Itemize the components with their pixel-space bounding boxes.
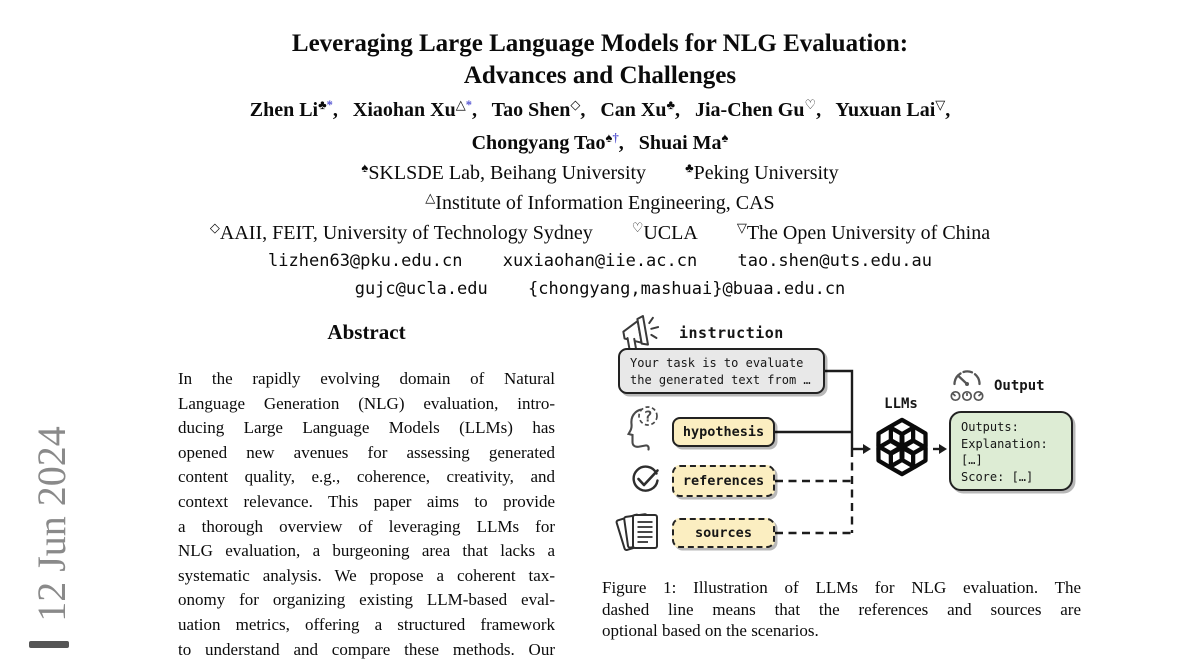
email-address: lizhen63@pku.edu.cn	[268, 251, 463, 271]
paper-title-line1: Leveraging Large Language Models for NLG Evaluation:	[291, 30, 909, 57]
figure-caption	[602, 577, 1081, 642]
author: Xiaohan Xu△*,	[352, 97, 477, 121]
affiliation-symbol: ♠	[605, 130, 613, 145]
email-line-2	[0, 279, 1200, 299]
affiliation-line-1	[0, 162, 1200, 185]
footnote-mark: *	[326, 98, 333, 112]
author: Tao Shen◇,	[491, 97, 586, 121]
author: Jia-Chen Gu♡,	[695, 97, 822, 121]
abstract-text-line: context relevance. This paper aims to provide	[178, 491, 555, 511]
abstract-text-line: a thorough overview of leveraging LLMs for	[178, 516, 555, 536]
abstract-text-line: ducing Large Language Models (LLMs) has	[178, 418, 555, 438]
caption-line: dashed line means that the references and sources are	[602, 599, 1081, 619]
gauge-icon	[948, 367, 988, 403]
author: Zhen Li♣*,	[249, 97, 338, 121]
affiliation-symbol: ♣	[685, 160, 694, 175]
email-line-1	[0, 251, 1200, 271]
instruction-box	[618, 348, 825, 394]
abstract-text-line: uation metrics, offering a structured framework	[178, 614, 555, 634]
output-text-line: Outputs:	[961, 420, 1019, 434]
abstract-text-line: In the rapidly evolving domain of Natural	[178, 369, 555, 388]
affiliation-symbol: △	[455, 97, 466, 112]
affiliation: ♠SKLSDE Lab, Beihang University	[361, 160, 647, 184]
hypothesis-box: hypothesis	[672, 417, 775, 447]
abstract-body	[178, 367, 555, 662]
abstract-text-line: NLG evaluation, a burgeoning area that lacks a	[178, 541, 555, 561]
affiliation: ♡UCLA	[631, 220, 698, 244]
arxiv-id-partial	[29, 641, 69, 648]
abstract-heading: Abstract	[327, 320, 406, 344]
affiliation: ▽The Open University of China	[736, 220, 991, 244]
arrowhead	[939, 444, 947, 454]
affiliation-symbol: ♠	[361, 160, 369, 175]
author: Shuai Ma♠	[638, 130, 729, 154]
caption-line: optional based on the scenarios.	[602, 621, 819, 640]
instruction-label: instruction	[679, 324, 784, 342]
instruction-connector-line	[825, 371, 852, 449]
footnote-mark: *	[465, 98, 472, 112]
abstract-text-line: opened new avenues for assessing generated	[178, 442, 555, 462]
affiliation-symbol: ♡	[804, 97, 817, 112]
affiliation-symbol: ▽	[736, 220, 747, 235]
affiliation-symbol: ◇	[570, 97, 581, 112]
figure-1	[605, 314, 1085, 576]
affiliation: △Institute of Information Engineering, CAS	[425, 190, 775, 214]
abstract-text-line: to understand and compare these methods. Our	[178, 639, 555, 659]
affiliation-symbol: ♣	[666, 97, 675, 112]
footnote-mark: †	[612, 131, 619, 145]
llms-label: LLMs	[884, 396, 918, 412]
email-address: tao.shen@uts.edu.au	[737, 251, 932, 271]
sources-box: sources	[672, 518, 775, 548]
documents-icon	[615, 508, 663, 558]
paper-title-line2: Advances and Challenges	[463, 62, 737, 89]
affiliation-symbol: ◇	[209, 220, 220, 235]
output-text-line: […]	[961, 453, 983, 467]
affiliation-symbol: ▽	[935, 97, 946, 112]
svg-text:?: ?	[643, 407, 653, 426]
email-address: {chongyang,mashuai}@buaa.edu.cn	[528, 279, 846, 299]
caption-line: Figure 1: Illustration of LLMs for NLG evaluation. The	[602, 578, 1081, 597]
output-text-line: Explanation:	[961, 436, 1048, 451]
output-text-line: Score: […]	[961, 469, 1034, 484]
author-line-1	[0, 99, 1200, 122]
abstract-text-line: content quality, e.g., coherence, creativity, and	[178, 467, 555, 487]
author: Yuxuan Lai▽,	[835, 97, 951, 121]
abstract-text-line: Language Generation (NLG) evaluation, intro-	[178, 393, 555, 413]
author: Chongyang Tao♠†,	[471, 130, 624, 154]
checkmark-icon	[629, 464, 661, 496]
affiliation-symbol: △	[425, 190, 436, 205]
instruction-text-line: Your task is to evaluate	[630, 356, 804, 370]
affiliation: ♣Peking University	[685, 160, 839, 184]
author: Can Xu♣,	[600, 97, 680, 121]
abstract-text-line: onomy for organizing existing LLM-based eval-	[178, 590, 555, 610]
affiliation-symbol: ♠	[721, 130, 729, 145]
affiliation-symbol: ♣	[318, 97, 327, 112]
instruction-text-line: the generated text from …	[630, 373, 811, 387]
affiliation-line-3	[0, 222, 1200, 245]
output-box	[949, 411, 1073, 491]
email-address: gujc@ucla.edu	[354, 279, 488, 299]
affiliation-line-2	[0, 192, 1200, 215]
abstract-text-line: systematic analysis. We propose a coherent tax-	[178, 565, 555, 585]
openai-logo-icon	[871, 416, 933, 478]
affiliation-symbol: ♡	[631, 220, 644, 235]
output-label: Output	[994, 378, 1045, 394]
head-question-icon	[623, 402, 663, 454]
references-box: references	[672, 465, 775, 497]
affiliation: ◇AAII, FEIT, University of Technology Sydney	[209, 220, 593, 244]
author-line-2	[0, 132, 1200, 155]
email-address: xuxiaohan@iie.ac.cn	[502, 251, 698, 271]
arxiv-date-watermark: 12 Jun 2024	[29, 426, 74, 622]
arrowhead	[863, 444, 871, 454]
